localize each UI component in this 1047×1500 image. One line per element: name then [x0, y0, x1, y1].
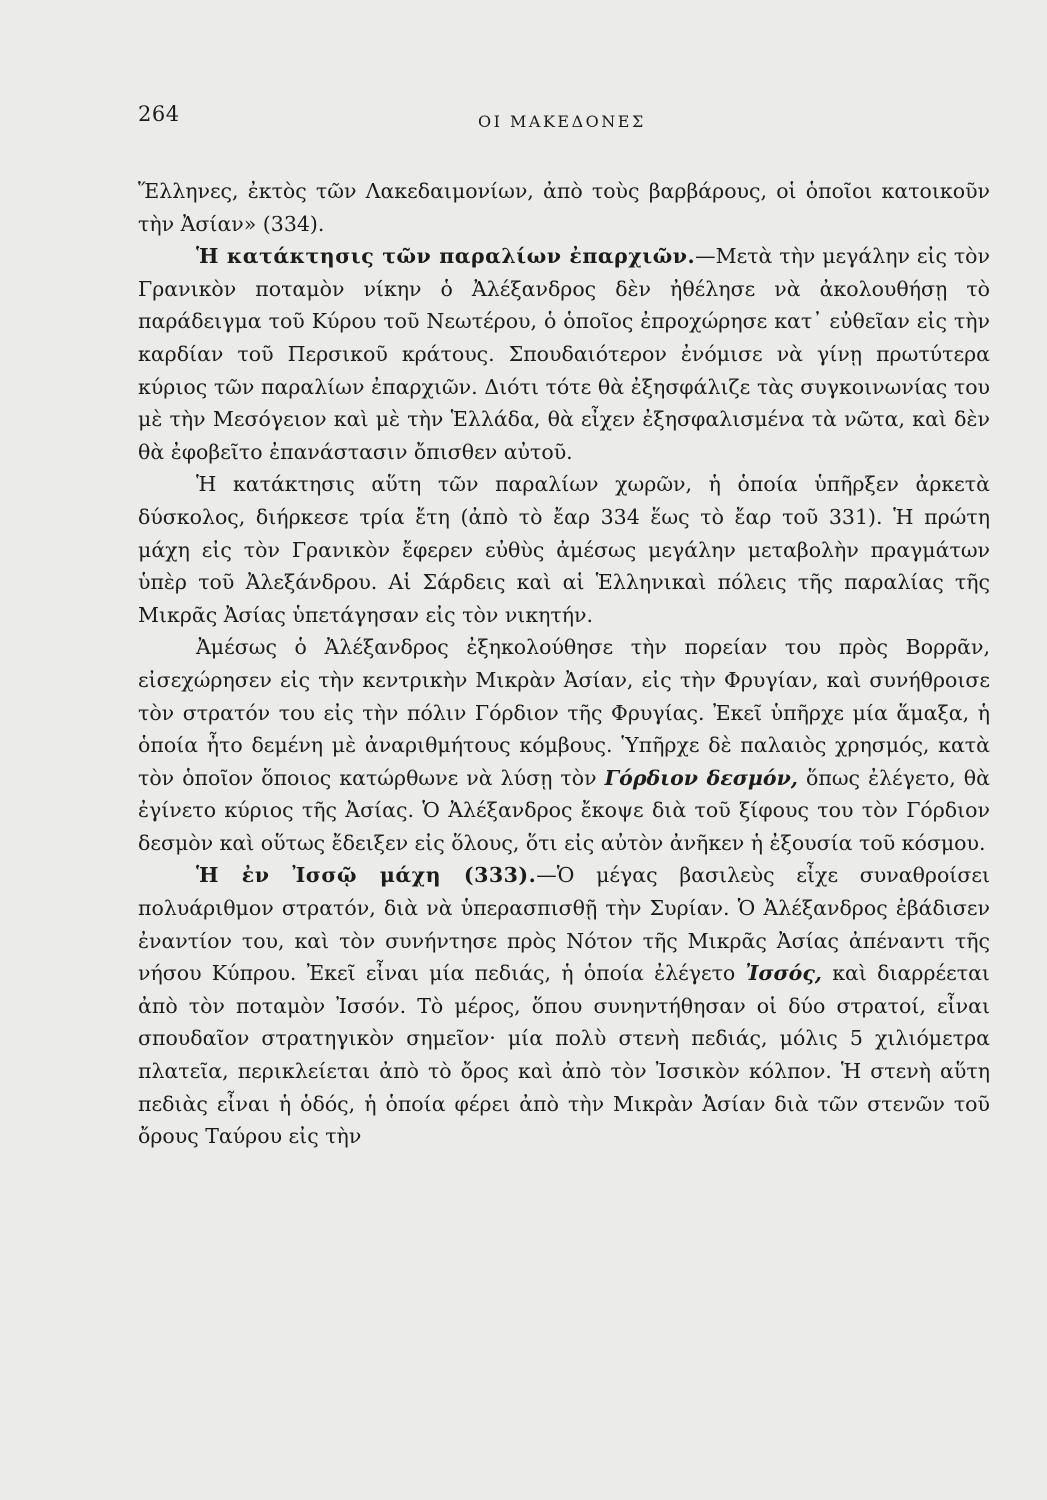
paragraph-text: ὅπως ἐλέγετο, θὰ ἐγίνετο κύριος τῆς Ἀσίας. Ὁ Ἀλέξανδρος ἔκοψε διὰ τοῦ ξίφους του τὸν Γόρδιον δεσμὸν καὶ οὕτως ἔδειξεν εἰς ὅλους, ὅτι εἰς αὐτὸν ἀνῆκεν ἡ ἐξουσία τοῦ κόσμου. — [138, 765, 990, 855]
page-number: 264 — [138, 102, 180, 126]
running-head — [138, 102, 988, 142]
body-text — [138, 175, 990, 1153]
paragraph-gordian-knot — [138, 631, 990, 859]
paragraph-conquest-duration — [138, 468, 990, 631]
paragraph-text: —Μετὰ τὴν μεγάλην εἰς τὸν Γρανικὸν ποταμὸν νίκην ὁ Ἀλέξανδρος δὲν ἠθέλησε νὰ ἀκολουθήσῃ τὸ παράδειγμα τοῦ Κύρου τοῦ Νεωτέρου, ὁ ὁποῖος ἐπροχώρησε κατ᾽ εὐθεῖαν εἰς τὴν καρδίαν τοῦ Περσικοῦ κράτους. Σπουδαιότερον ἐνόμισε νὰ γίνῃ πρωτύτερα κύριος τῶν παραλίων ἐπαρχιῶν. Διότι τότε θὰ ἐξησφάλιζε τὰς συγκοινωνίας του μὲ τὴν Μεσόγειον καὶ μὲ τὴν Ἑλλάδα, θὰ εἶχεν ἐξησφαλισμένα τὰ νῶτα, καὶ δὲν θὰ ἐφοβεῖτο ἐπανάστασιν ὄπισθεν αὐτοῦ. — [138, 244, 990, 464]
section-heading-issus: Ἡ ἐν Ἰσσῷ μάχη (333). — [196, 863, 537, 888]
paragraph-text: Ἡ κατάκτησις αὕτη τῶν παραλίων χωρῶν, ἡ ὁποία ὑπῆρξεν ἀρκετὰ δύσκολος, διήρκεσε τρία ἔτη (ἀπὸ τὸ ἔαρ 334 ἕως τὸ ἔαρ τοῦ 331). Ἡ πρώτη μάχη εἰς τὸν Γρανικὸν ἔφερεν εὐθὺς ἀμέσως μεγάλην μεταβολὴν πραγμάτων ὑπὲρ τοῦ Ἀλεξάνδρου. Αἱ Σάρδεις καὶ αἱ Ἑλληνικαὶ πόλεις τῆς παραλίας τῆς Μικρᾶς Ἀσίας ὑπετάγησαν εἰς τὸν νικητήν. — [138, 472, 990, 627]
paragraph-conquest-coastal-provinces — [138, 240, 990, 468]
paragraph-text: Ἕλληνες, ἐκτὸς τῶν Λακεδαιμονίων, ἀπὸ τοὺς βαρβάρους, οἱ ὁποῖοι κατοικοῦν τὴν Ἀσίαν» (334). — [138, 179, 990, 236]
paragraph-text: Ἀμέσως ὁ Ἀλέξανδρος ἐξηκολούθησε τὴν πορείαν του πρὸς Βορρᾶν, εἰσεχώρησεν εἰς τὴν κεντρικὴν Μικρὰν Ἀσίαν, εἰς τὴν Φρυγίαν, καὶ συνήθροισε τὸν στρατόν του εἰς τὴν πόλιν Γόρδιον τῆς Φρυγίας. Ἐκεῖ ὑπῆρχε μία ἅμαξα, ἡ ὁποία ἦτο δεμένη μὲ ἀναριθμήτους κόμβους. Ὑπῆρχε δὲ παλαιὸς χρησμός, κατὰ τὸν ὁποῖον ὅποιος κατώρθωνε νὰ λύσῃ τὸν — [138, 635, 990, 790]
emphasis-gordian-knot: Γόρδιον δεσμόν, — [604, 765, 798, 790]
section-heading-conquest: Ἡ κατάκτησις τῶν παραλίων ἐπαρχιῶν. — [196, 244, 696, 269]
emphasis-issus: Ἰσσός, — [745, 961, 822, 986]
paragraph-continuation — [138, 175, 990, 240]
paragraph-text: —Ὁ μέγας βασιλεὺς εἶχε συναθροίσει πολυάριθμον στρατόν, διὰ νὰ ὑπερασπισθῇ τὴν Συρίαν. Ὁ Ἀλέξανδρος ἐβάδισεν ἐναντίον του, καὶ τὸν συνήντησε πρὸς Νότον τῆς Μικρᾶς Ἀσίας ἀπέναντι τῆς νήσου Κύπρου. Ἐκεῖ εἶναι μία πεδιάς, ἡ ὁποία ἐλέγετο — [138, 863, 990, 986]
running-title: ΟΙ ΜΑΚΕΔΟΝΕΣ — [478, 112, 646, 131]
paragraph-battle-of-issus — [138, 859, 990, 1152]
paragraph-text: καὶ διαρρέεται ἀπὸ τὸν ποταμὸν Ἰσσόν. Τὸ μέρος, ὅπου συνηντήθησαν οἱ δύο στρατοί, εἶναι σπουδαῖον στρατηγικὸν σημεῖον· μία πολὺ στενὴ πεδιάς, μόλις 5 χιλιόμετρα πλατεῖα, περικλείεται ἀπὸ τὸ ὄρος καὶ ἀπὸ τὸν Ἰσσικὸν κόλπον. Ἡ στενὴ αὕτη πεδιὰς εἶναι ἡ ὁδός, ἡ ὁποία φέρει ἀπὸ τὴν Μικρὰν Ἀσίαν διὰ τῶν στενῶν τοῦ ὄρους Ταύρου εἰς τὴν — [138, 961, 990, 1149]
